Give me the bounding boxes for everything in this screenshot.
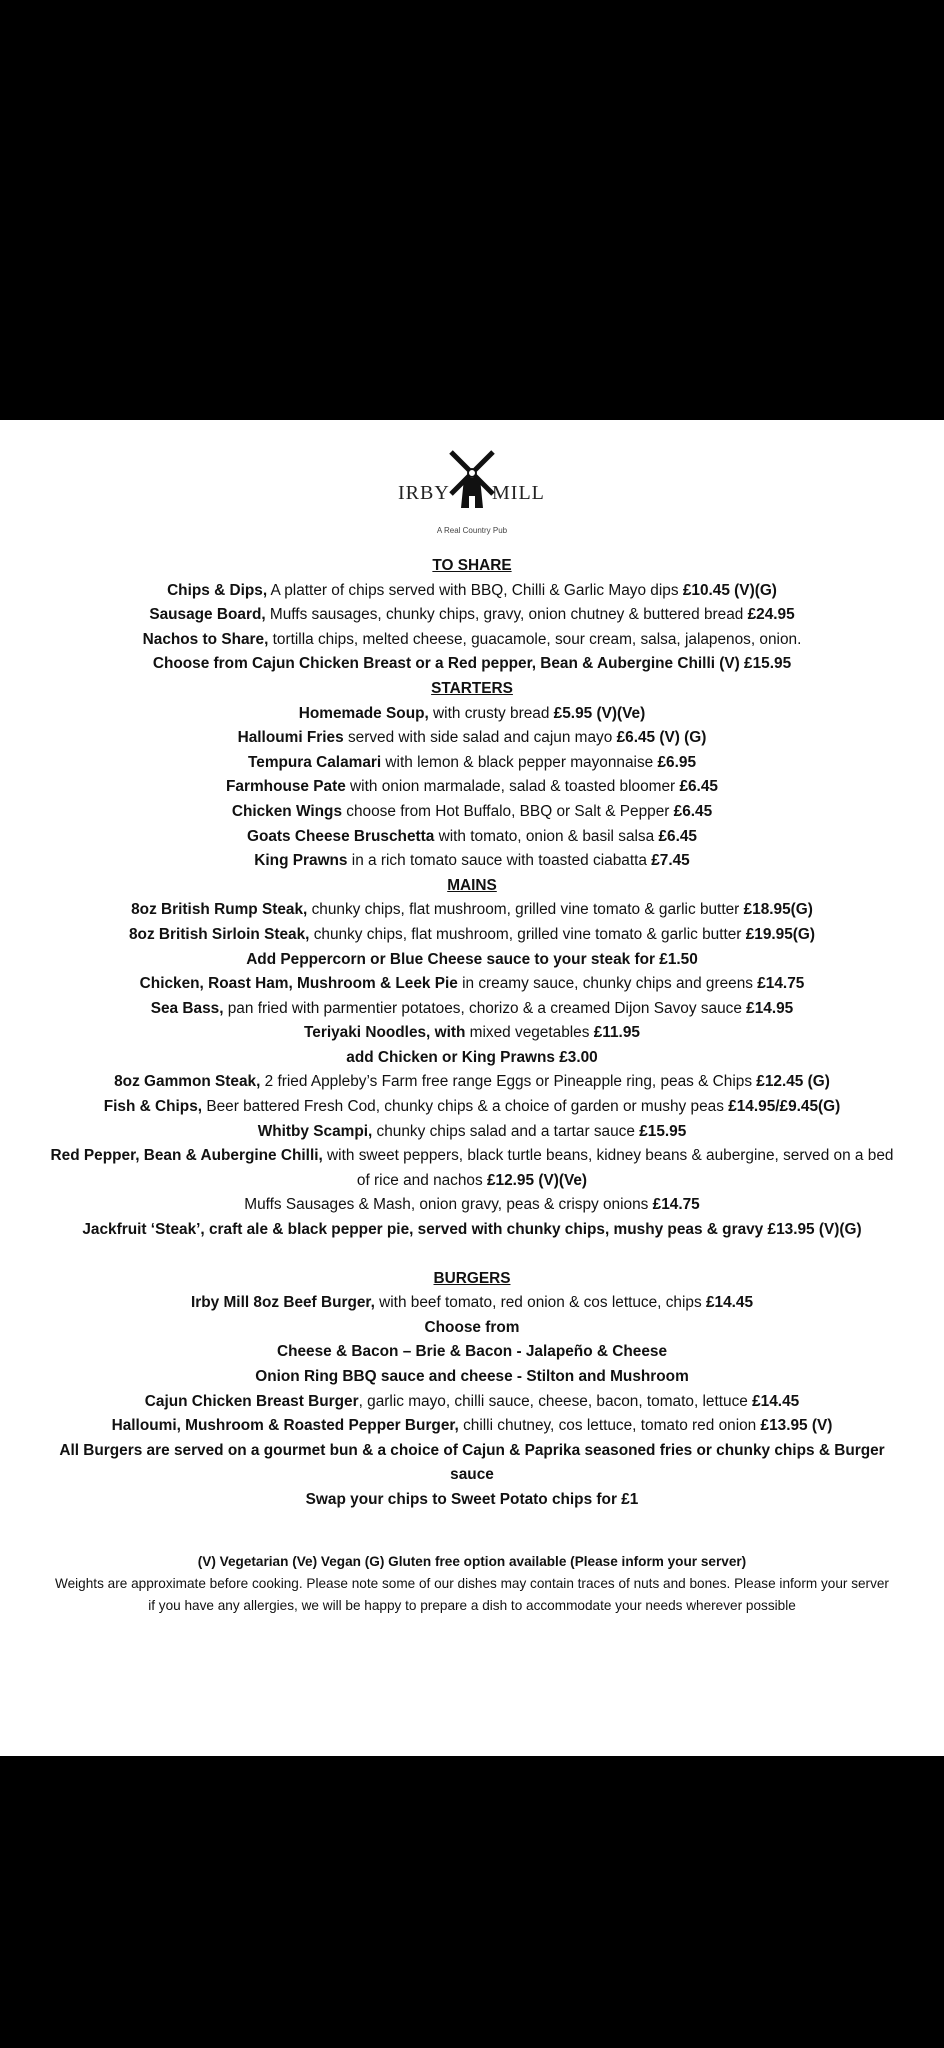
item-name: £15.95 (639, 1122, 687, 1140)
item-name: Cajun Chicken Breast Burger (144, 1392, 359, 1410)
item-name: All Burgers are served on a gourmet bun & a choice of Cajun & Paprika seasoned fries or chunky chips & Burger sauce (59, 1441, 885, 1484)
item-description: with beef tomato, red onion & cos lettuce, chips (374, 1294, 706, 1312)
item-name: Farmhouse Pate (226, 778, 346, 796)
menu-item (50, 1070, 894, 1095)
item-name: Onion Ring BBQ sauce and cheese - Stilton and Mushroom (255, 1368, 689, 1385)
item-description: choose from Hot Buffalo, BBQ or Salt & Pepper (342, 802, 674, 820)
item-name: £6.45 (679, 778, 718, 796)
item-description: with lemon & black pepper mayonnaise (381, 753, 658, 771)
item-description: Muffs Sausages & Mash, onion gravy, peas & crispy onions (244, 1196, 653, 1214)
item-name: Whitby Scampi, (257, 1122, 373, 1140)
item-name: Sea Bass, (150, 999, 224, 1017)
menu-item (50, 1218, 894, 1243)
item-name: £18.95(G) (743, 901, 813, 919)
menu-item (50, 1046, 894, 1071)
item-name: £12.95 (V)(Ve) (486, 1171, 588, 1189)
item-name: £14.75 (652, 1196, 700, 1214)
section-heading-mains: MAINS (447, 876, 497, 894)
item-name: Goats Cheese Bruschetta (247, 827, 435, 845)
menu-item (50, 849, 894, 874)
menu-item (50, 1414, 894, 1439)
item-description: Beer battered Fresh Cod, chunky chips & a choice of garden or mushy peas (202, 1098, 729, 1116)
item-name: £11.95 (593, 1024, 640, 1042)
item-name: £6.45 (V) (G) (616, 729, 707, 747)
item-description: , garlic mayo, chilli sauce, cheese, bacon, tomato, lettuce (358, 1392, 753, 1410)
menu-note: Choose from Cajun Chicken Breast or a Red pepper, Bean & Aubergine Chilli (V) £15.95 (152, 655, 792, 673)
menu-item (50, 1340, 894, 1365)
menu-item (50, 751, 894, 776)
item-name: £14.95/£9.45(G) (728, 1098, 841, 1116)
item-name: Sausage Board, (149, 606, 266, 624)
item-description: in a rich tomato sauce with toasted ciabatta (347, 852, 652, 870)
item-name: 8oz Gammon Steak, (114, 1073, 261, 1091)
menu-item (50, 923, 894, 948)
item-description: 2 fried Appleby’s Farm free range Eggs or Pineapple ring, peas & Chips (260, 1073, 757, 1091)
logo-text-left: IRBY (398, 482, 450, 504)
menu-item (50, 997, 894, 1022)
menu-item (50, 702, 894, 727)
item-name: Halloumi Fries (237, 729, 344, 747)
item-name: Swap your chips to Sweet Potato chips for £1 (305, 1490, 639, 1508)
menu-item (50, 579, 894, 604)
item-name: £14.45 (752, 1392, 800, 1410)
spacer (50, 1513, 894, 1551)
menu-item (50, 1316, 894, 1341)
menu-content (50, 554, 894, 1617)
item-name: £5.95 (V)(Ve) (553, 704, 646, 722)
allergy-note: Weights are approximate before cooking. Please note some of our dishes may contain traces of nuts and bones. Please inform your server if you have any allergies, we will be happy to prepare a dish to accommodate your needs wherever possible (55, 1575, 889, 1613)
item-name: £14.45 (705, 1294, 754, 1312)
item-name: Fish & Chips, (103, 1098, 203, 1116)
item-name: Jackfruit ‘Steak’, craft ale & black pepper pie, served with chunky chips, mushy peas & gravy £13.95 (V)(G) (82, 1221, 862, 1239)
section-heading-burgers: BURGERS (433, 1269, 511, 1287)
item-name: Chicken, Roast Ham, Mushroom & Leek Pie (139, 975, 458, 993)
item-description: tortilla chips, melted cheese, guacamole, sour cream, salsa, jalapenos, onion. (268, 630, 802, 648)
item-name: Chicken Wings (231, 802, 343, 820)
item-description: with sweet peppers, black turtle beans, kidney beans & aubergine, served on a bed of rice and nachos (322, 1147, 894, 1189)
item-name: Cheese & Bacon – Brie & Bacon - Jalapeño & Cheese (276, 1343, 668, 1361)
menu-item (50, 775, 894, 800)
item-name: £24.95 (747, 606, 795, 624)
section-heading-starters: STARTERS (431, 679, 513, 697)
item-name: £13.95 (V) (760, 1417, 833, 1435)
item-description: served with side salad and cajun mayo (343, 729, 617, 747)
item-name: £19.95(G) (745, 925, 816, 943)
logo (0, 448, 944, 538)
menu-item (50, 800, 894, 825)
menu-item (50, 1365, 894, 1390)
logo-text-right: MILL (492, 482, 545, 504)
item-description: Muffs sausages, chunky chips, gravy, onion chutney & buttered bread (265, 606, 748, 624)
menu-item (50, 1193, 894, 1218)
menu-item (50, 628, 894, 653)
item-description: pan fried with parmentier potatoes, chorizo & a creamed Dijon Savoy sauce (223, 999, 747, 1017)
item-name: Choose from (424, 1318, 520, 1336)
item-name: Add Peppercorn or Blue Cheese sauce to your steak for £1.50 (246, 950, 698, 968)
item-name: £14.95 (746, 999, 794, 1017)
item-name: £6.45 (673, 802, 713, 820)
item-name: Tempura Calamari (248, 753, 382, 771)
item-name: £6.45 (658, 827, 697, 845)
item-name: 8oz British Sirloin Steak, (128, 925, 310, 943)
item-description: mixed vegetables (465, 1024, 594, 1042)
menu-item (50, 726, 894, 751)
item-name: £6.95 (657, 753, 696, 771)
item-name: £10.45 (V)(G) (682, 581, 777, 599)
item-description: chunky chips, flat mushroom, grilled vine tomato & garlic butter (309, 925, 746, 943)
tagline: A Real Country Pub (436, 526, 508, 535)
item-description: chunky chips, flat mushroom, grilled vine tomato & garlic butter (307, 901, 744, 919)
menu-item (50, 603, 894, 628)
item-description: in creamy sauce, chunky chips and greens (457, 975, 758, 993)
menu-item (50, 825, 894, 850)
windmill-icon (447, 448, 497, 510)
section-heading-to-share: TO SHARE (432, 557, 512, 574)
menu-item (50, 1144, 894, 1193)
menu-item (50, 1095, 894, 1120)
item-description: with tomato, onion & basil salsa (434, 827, 659, 845)
item-name: King Prawns (254, 852, 348, 870)
item-name: Nachos to Share, (142, 630, 269, 648)
item-name: £12.45 (G) (756, 1073, 830, 1091)
menu-item (50, 1021, 894, 1046)
menu-page (0, 420, 944, 1756)
item-name: Chips & Dips, (167, 581, 268, 599)
menu-item (50, 1390, 894, 1415)
item-name: Red Pepper, Bean & Aubergine Chilli, (50, 1147, 323, 1165)
item-description: with onion marmalade, salad & toasted bloomer (345, 778, 680, 796)
menu-item (50, 1291, 894, 1316)
spacer (50, 1243, 894, 1267)
item-name: Teriyaki Noodles, with (304, 1024, 466, 1042)
menu-item (50, 1488, 894, 1513)
item-name: £7.45 (651, 852, 690, 870)
menu-item (50, 972, 894, 997)
item-name: 8oz British Rump Steak, (131, 901, 308, 919)
menu-item (50, 1120, 894, 1145)
menu-item (50, 898, 894, 923)
menu-item (50, 948, 894, 973)
item-name: Homemade Soup, (298, 704, 429, 722)
item-name: £14.75 (757, 975, 805, 993)
item-name: add Chicken or King Prawns £3.00 (346, 1048, 598, 1066)
menu-item (50, 1439, 894, 1488)
item-description: chilli chutney, cos lettuce, tomato red onion (458, 1417, 761, 1435)
dietary-key: (V) Vegetarian (Ve) Vegan (G) Gluten free option available (Please inform your server) (197, 1553, 747, 1569)
item-description: chunky chips salad and a tartar sauce (372, 1122, 640, 1140)
item-description: A platter of chips served with BBQ, Chilli & Garlic Mayo dips (267, 581, 683, 599)
item-description: with crusty bread (428, 704, 554, 722)
item-name: Halloumi, Mushroom & Roasted Pepper Burger, (111, 1417, 459, 1435)
item-name: Irby Mill 8oz Beef Burger, (190, 1294, 375, 1312)
